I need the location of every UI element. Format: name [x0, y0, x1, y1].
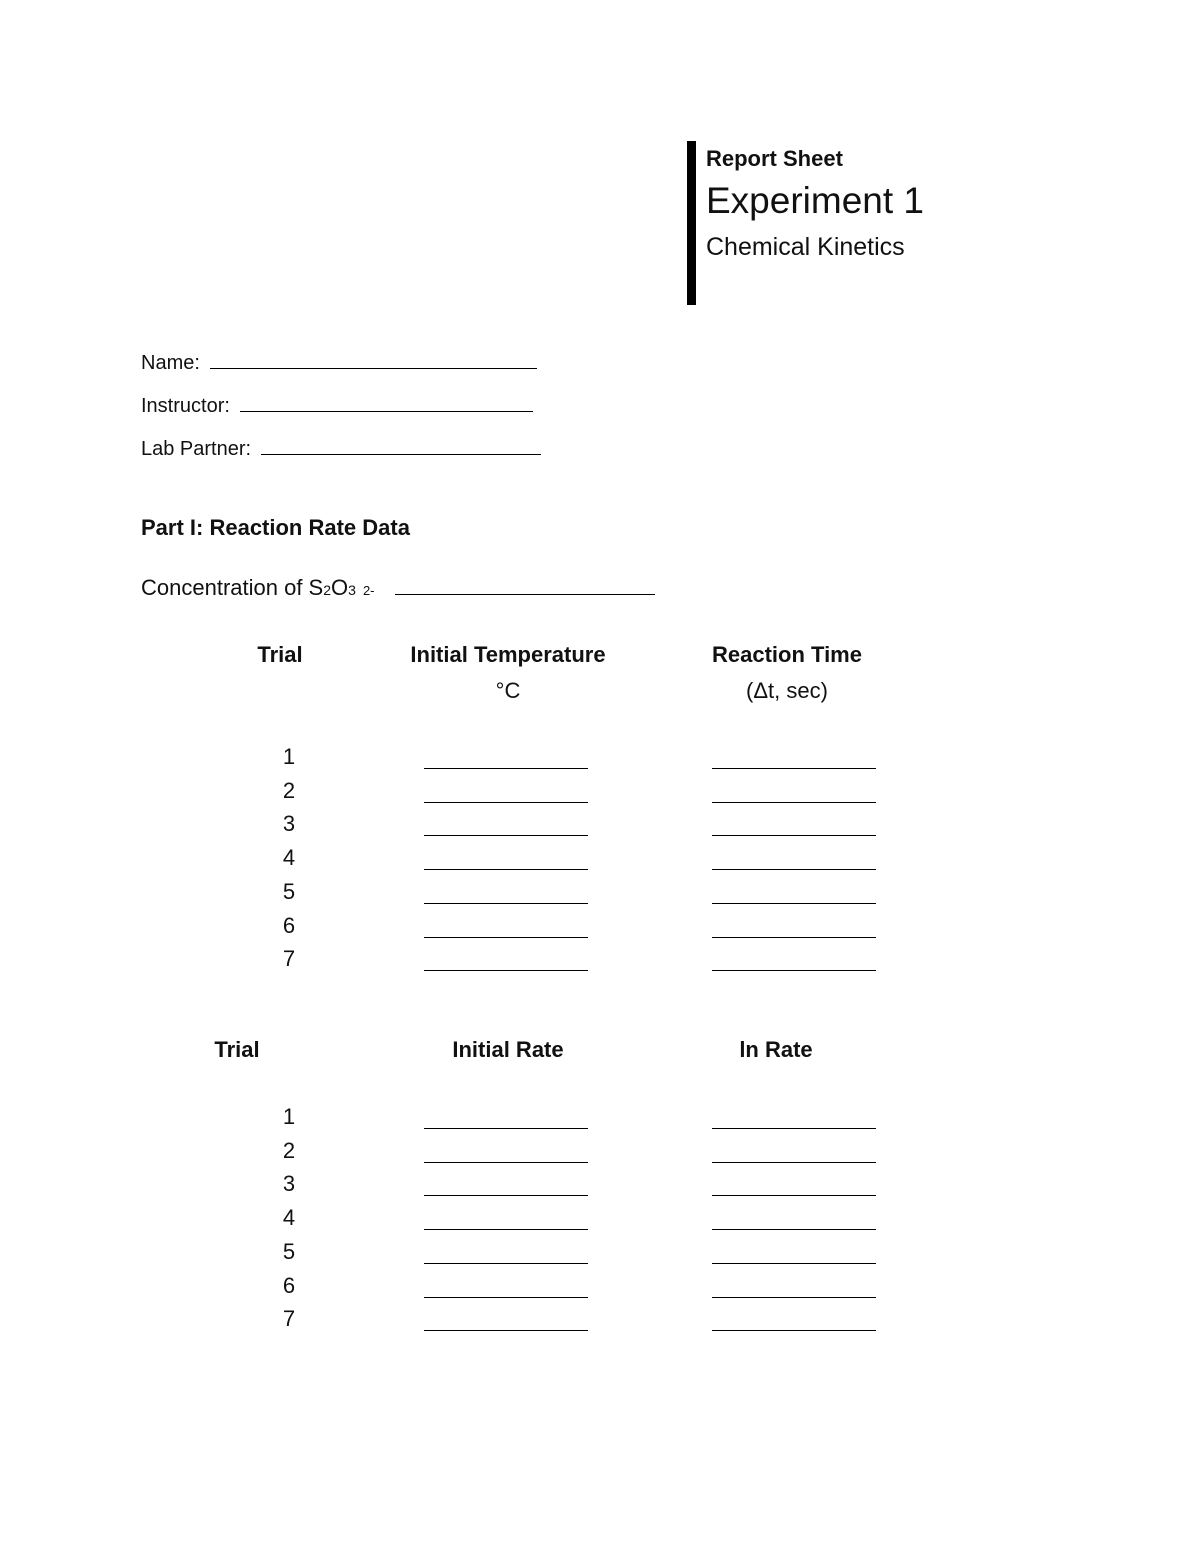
- lab-partner-blank[interactable]: [261, 436, 541, 455]
- table2-row-blank-col1[interactable]: [424, 1128, 588, 1129]
- name-field-row: [141, 350, 537, 375]
- table1-subheader-delta-t: (Δt, sec): [746, 678, 828, 703]
- table1-row-blank-col1[interactable]: [424, 768, 588, 769]
- table2-header-ln-rate: ln Rate: [739, 1037, 813, 1062]
- part-title: Part I: Reaction Rate Data: [141, 515, 410, 540]
- conc-subscript-2: 3: [348, 582, 356, 598]
- table1-row-blank-col2[interactable]: [712, 903, 876, 904]
- table2-row-blank-col1[interactable]: [424, 1229, 588, 1230]
- table1-row-trial-number: 3: [282, 811, 296, 837]
- table1-row-trial-number: 2: [282, 777, 296, 803]
- table2-row-blank-col2[interactable]: [712, 1330, 876, 1331]
- table2-row-trial-number: 6: [282, 1272, 296, 1298]
- table2-row-blank-col2[interactable]: [712, 1195, 876, 1196]
- table1-row-blank-col2[interactable]: [712, 937, 876, 938]
- table2-row-blank-col2[interactable]: [712, 1229, 876, 1230]
- lab-partner-field-row: [141, 436, 541, 461]
- table1-row-blank-col1[interactable]: [424, 802, 588, 803]
- table1-row-trial-number: 7: [282, 946, 296, 972]
- table1-row-blank-col2[interactable]: [712, 835, 876, 836]
- name-blank[interactable]: [210, 350, 537, 369]
- table1-row-blank-col1[interactable]: [424, 903, 588, 904]
- table2-row-blank-col1[interactable]: [424, 1297, 588, 1298]
- table1-header-trial: Trial: [257, 642, 303, 667]
- table2-row-trial-number: 4: [282, 1205, 296, 1231]
- table2-row-blank-col1[interactable]: [424, 1162, 588, 1163]
- table1-row-trial-number: 6: [282, 912, 296, 938]
- table1-row-blank-col1[interactable]: [424, 937, 588, 938]
- conc-oxygen: O: [331, 575, 349, 600]
- experiment-title: Experiment 1: [706, 180, 924, 221]
- table2-row-blank-col1[interactable]: [424, 1195, 588, 1196]
- table2-header-trial: Trial: [214, 1037, 260, 1062]
- table2-row-blank-col1[interactable]: [424, 1330, 588, 1331]
- table2-row-blank-col2[interactable]: [712, 1263, 876, 1264]
- experiment-subtitle: Chemical Kinetics: [706, 233, 905, 261]
- table1-row-trial-number: 5: [282, 878, 296, 904]
- lab-partner-label: Lab Partner:: [141, 438, 252, 460]
- table1-row-blank-col2[interactable]: [712, 768, 876, 769]
- table1-subheader-celsius: °C: [495, 678, 521, 703]
- table2-header-initial-rate: Initial Rate: [452, 1037, 564, 1062]
- instructor-blank[interactable]: [240, 393, 533, 412]
- table2-row-trial-number: 5: [282, 1238, 296, 1264]
- concentration-row: [141, 575, 655, 601]
- table2-row-blank-col2[interactable]: [712, 1297, 876, 1298]
- table1-row-blank-col1[interactable]: [424, 869, 588, 870]
- table2-row-blank-col2[interactable]: [712, 1128, 876, 1129]
- table1-row-trial-number: 1: [282, 744, 296, 769]
- table2-row-trial-number: 3: [282, 1171, 296, 1197]
- table1-row-blank-col2[interactable]: [712, 802, 876, 803]
- table2-row-blank-col2[interactable]: [712, 1162, 876, 1163]
- table2-row-trial-number: 1: [282, 1104, 296, 1129]
- instructor-field-row: [141, 393, 533, 418]
- header-accent-bar: [687, 141, 696, 305]
- table1-row-trial-number: 4: [282, 845, 296, 871]
- table1-row-blank-col2[interactable]: [712, 970, 876, 971]
- table1-row-blank-col1[interactable]: [424, 835, 588, 836]
- concentration-blank[interactable]: [395, 576, 655, 595]
- table2-row-trial-number: 2: [282, 1137, 296, 1163]
- name-label: Name:: [141, 352, 200, 374]
- report-sheet-label: Report Sheet: [706, 146, 843, 171]
- concentration-label: Concentration of S: [141, 575, 324, 600]
- table2-row-blank-col1[interactable]: [424, 1263, 588, 1264]
- table1-row-blank-col2[interactable]: [712, 869, 876, 870]
- table1-header-reaction-time: Reaction Time: [712, 642, 862, 667]
- instructor-label: Instructor:: [141, 395, 230, 417]
- table2-row-trial-number: 7: [282, 1306, 296, 1332]
- conc-charge: 2-: [362, 583, 375, 598]
- table1-row-blank-col1[interactable]: [424, 970, 588, 971]
- table1-header-initial-temperature: Initial Temperature: [410, 642, 606, 667]
- conc-subscript-1: 2: [323, 582, 332, 598]
